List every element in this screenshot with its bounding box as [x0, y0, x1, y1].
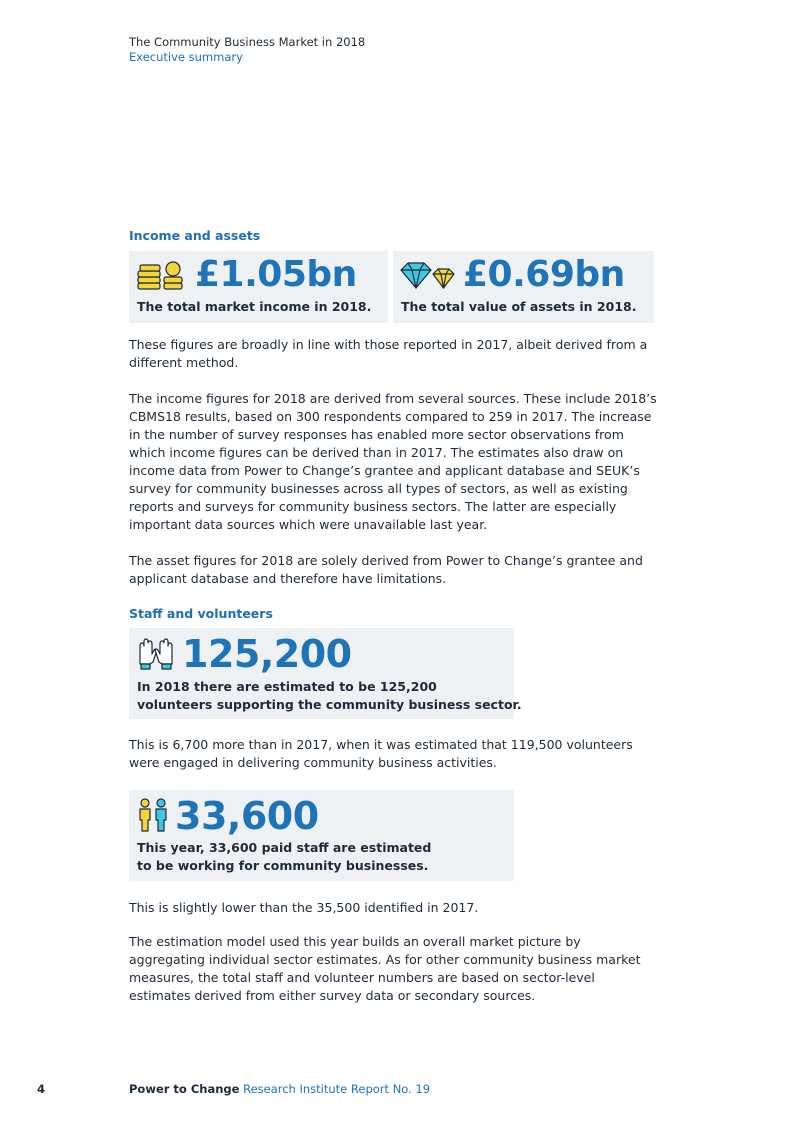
volunteers-value: 125,200 — [182, 632, 352, 676]
income-paragraph-1: These figures are broadly in line with those reported in 2017, albeit derived from a different method. — [129, 337, 648, 370]
report-title: The Community Business Market in 2018 — [129, 35, 366, 49]
income-value: £1.05bn — [195, 254, 357, 295]
volunteers-caption-line-2: volunteers supporting the community business sector. — [137, 697, 522, 712]
section-title: Executive summary — [129, 50, 243, 64]
staff-stat-panel — [129, 790, 514, 881]
volunteers-stat-panel — [129, 628, 522, 719]
running-header — [129, 35, 365, 65]
coins-icon — [137, 261, 185, 291]
assets-stat-panel — [393, 251, 654, 323]
staff-value: 33,600 — [175, 794, 319, 838]
asset-paragraph: The asset figures for 2018 are solely derived from Power to Change’s grantee and applicant database and therefore have limitations. — [129, 553, 643, 586]
estimation-model-paragraph: The estimation model used this year builds an overall market picture by aggregating individual sector estimates. As for other community business market measures, the total staff and volunteer numbers are based on sector-level estimates derived from either survey data or secondary sources. — [129, 934, 641, 1003]
footer-brand-rest: Research Institute Report No. 19 — [239, 1082, 431, 1096]
raised-hands-icon — [136, 638, 176, 670]
staff-caption — [137, 839, 431, 875]
staff-caption-line-1: This year, 33,600 paid staff are estimated — [137, 840, 432, 855]
volunteers-paragraph: This is 6,700 more than in 2017, when it was estimated that 119,500 volunteers were engaged in delivering community business activities. — [129, 737, 633, 770]
assets-caption: The total value of assets in 2018. — [401, 299, 637, 314]
volunteers-caption — [137, 678, 522, 714]
staff-paragraph: This is slightly lower than the 35,500 identified in 2017. — [129, 900, 479, 915]
people-icon — [137, 798, 169, 832]
income-assets-heading: Income and assets — [129, 228, 261, 243]
income-stat-panel — [129, 251, 388, 323]
diamonds-icon — [399, 261, 455, 291]
footer-brand — [129, 1082, 430, 1096]
staff-caption-line-2: to be working for community businesses. — [137, 858, 429, 873]
staff-volunteers-heading: Staff and volunteers — [129, 606, 273, 621]
page-number: 4 — [37, 1082, 46, 1096]
income-caption: The total market income in 2018. — [137, 299, 372, 314]
volunteers-caption-line-1: In 2018 there are estimated to be 125,200 — [137, 679, 437, 694]
assets-value: £0.69bn — [463, 254, 625, 295]
footer-brand-bold: Power to Change — [129, 1082, 240, 1096]
income-paragraph-2: The income figures for 2018 are derived from several sources. These include 2018’s CBMS18 results, based on 300 respondents compared to 259 in 2017. The increase in the number of survey responses has enabled more sector observations from which income figures can be derived than in 2017. The estimates also draw on income data from Power to Change’s grantee and applicant database and SEUK’s survey for community businesses across all types of sectors, as well as existing reports and surveys for community business sectors. The latter are especially important data sources which were unavailable last year. — [129, 391, 657, 532]
